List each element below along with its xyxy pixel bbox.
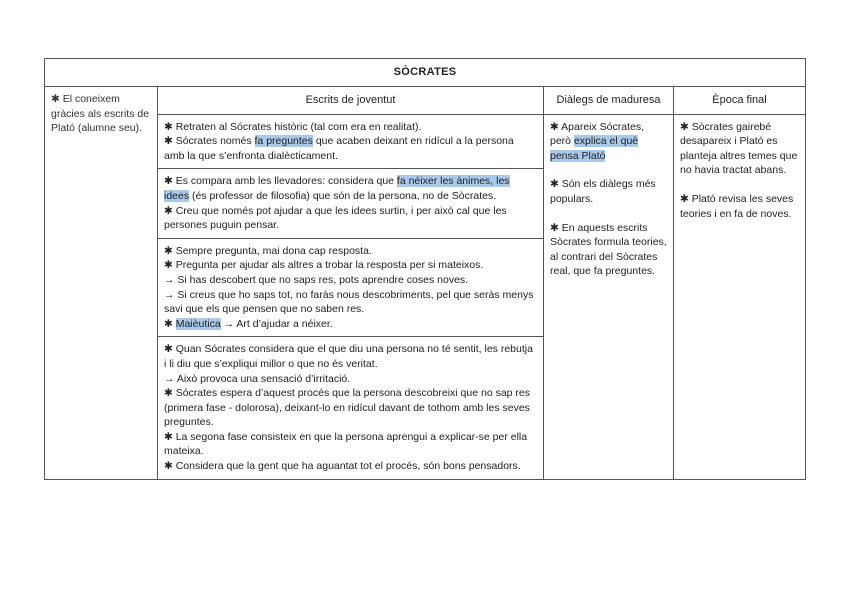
maturity-p2: ✱ Són els diàlegs més populars.: [550, 178, 656, 205]
youth-b3-line2: ✱ Pregunta per ajudar als altres a trobar la resposta per si mateixos.: [164, 259, 484, 272]
socrates-table: [44, 58, 806, 480]
maturity-cell: [544, 114, 674, 479]
header-youth: Escrits de joventut: [158, 87, 544, 115]
final-p1: ✱ Sòcrates gairebé desapareix i Plató es planteja altres temes que no havia tractat abans.: [680, 120, 798, 177]
maturity-p1: ✱ Apareix Sócrates, però explica el què pensa Plató: [550, 120, 645, 162]
youth-b1-line1: ✱ Retraten al Sócrates històric (tal com era en realitat).: [164, 120, 422, 133]
youth-b1-line2: ✱ Sócrates només fa preguntes que acaben deixant en ridícul a la persona amb la que s’enfronta dialècticament.: [164, 135, 514, 162]
youth-block-2: [158, 169, 544, 238]
youth-block-1: [158, 114, 544, 169]
maturity-p3: ✱ En aquests escrits Sòcrates formula teories, al contrari del Sòcrates real, que fa preguntes.: [550, 221, 667, 278]
youth-b2-line2: ✱ Creu que només pot ajudar a que les idees surtin, i per això cal que les persones puguin pensar.: [164, 204, 507, 232]
youth-b4-line1: ✱ Quan Sócrates considera que el que diu una persona no té sentit, les rebutja i li diu que s’expliqui millor o que no és veritat.: [164, 343, 533, 370]
header-final: Època final: [674, 87, 806, 115]
highlight-neixer-animes: fa néixer les ànimes, les idees: [164, 175, 510, 202]
highlight-explica: explica el què pensa Plató: [550, 135, 639, 162]
youth-block-3: [158, 238, 544, 337]
youth-b3-line5: ✱ Maièutica → Art d’ajudar a néixer.: [164, 317, 333, 330]
table-title: SÒCRATES: [45, 59, 806, 87]
youth-b3-line4: → Si creus que ho saps tot, no faràs nous descobriments, pel que seràs menys savi que els que pensen que no saben res.: [164, 288, 534, 316]
youth-b2-line1: ✱ Es compara amb les llevadores: considera que fa néixer les ànimes, les idees (és professor de filosofia) que són de la persona, no de Sòcrates.: [164, 175, 510, 202]
youth-b4-line4: ✱ La segona fase consisteix en que la persona aprengui a explicar-se per ella mateixa.: [164, 430, 528, 458]
highlight-maieutica: Maièutica: [175, 317, 221, 330]
left-note: ✱ El coneixem gràcies als escrits de Plató (alumne seu).: [51, 93, 150, 135]
youth-b3-line3: → Si has descobert que no saps res, pots aprendre coses noves.: [164, 273, 469, 286]
youth-b4-line2: → Això provoca una sensació d’irritació.: [164, 372, 351, 385]
final-p2: ✱ Plató revisa les seves teories i en fa de noves.: [680, 192, 794, 220]
socrates-table-container: [44, 58, 805, 480]
youth-b4-line5: ✱ Considera que la gent que ha aguantat tot el procés, són bons pensadors.: [164, 460, 521, 473]
final-cell: [674, 114, 806, 479]
youth-b4-line3: ✱ Sócrates espera d’aquest procés que la persona descobreixi que no sap res (primera fase - dolorosa), deixant-lo en ridícul davant de tothom amb les seves preguntes.: [164, 387, 531, 429]
left-note-cell: [45, 87, 158, 480]
youth-b3-line1: ✱ Sempre pregunta, mai dona cap resposta.: [164, 244, 372, 257]
header-maturity: Diàlegs de maduresa: [544, 87, 674, 115]
youth-block-4: [158, 337, 544, 479]
highlight-fa-preguntes: fa preguntes: [254, 135, 313, 148]
